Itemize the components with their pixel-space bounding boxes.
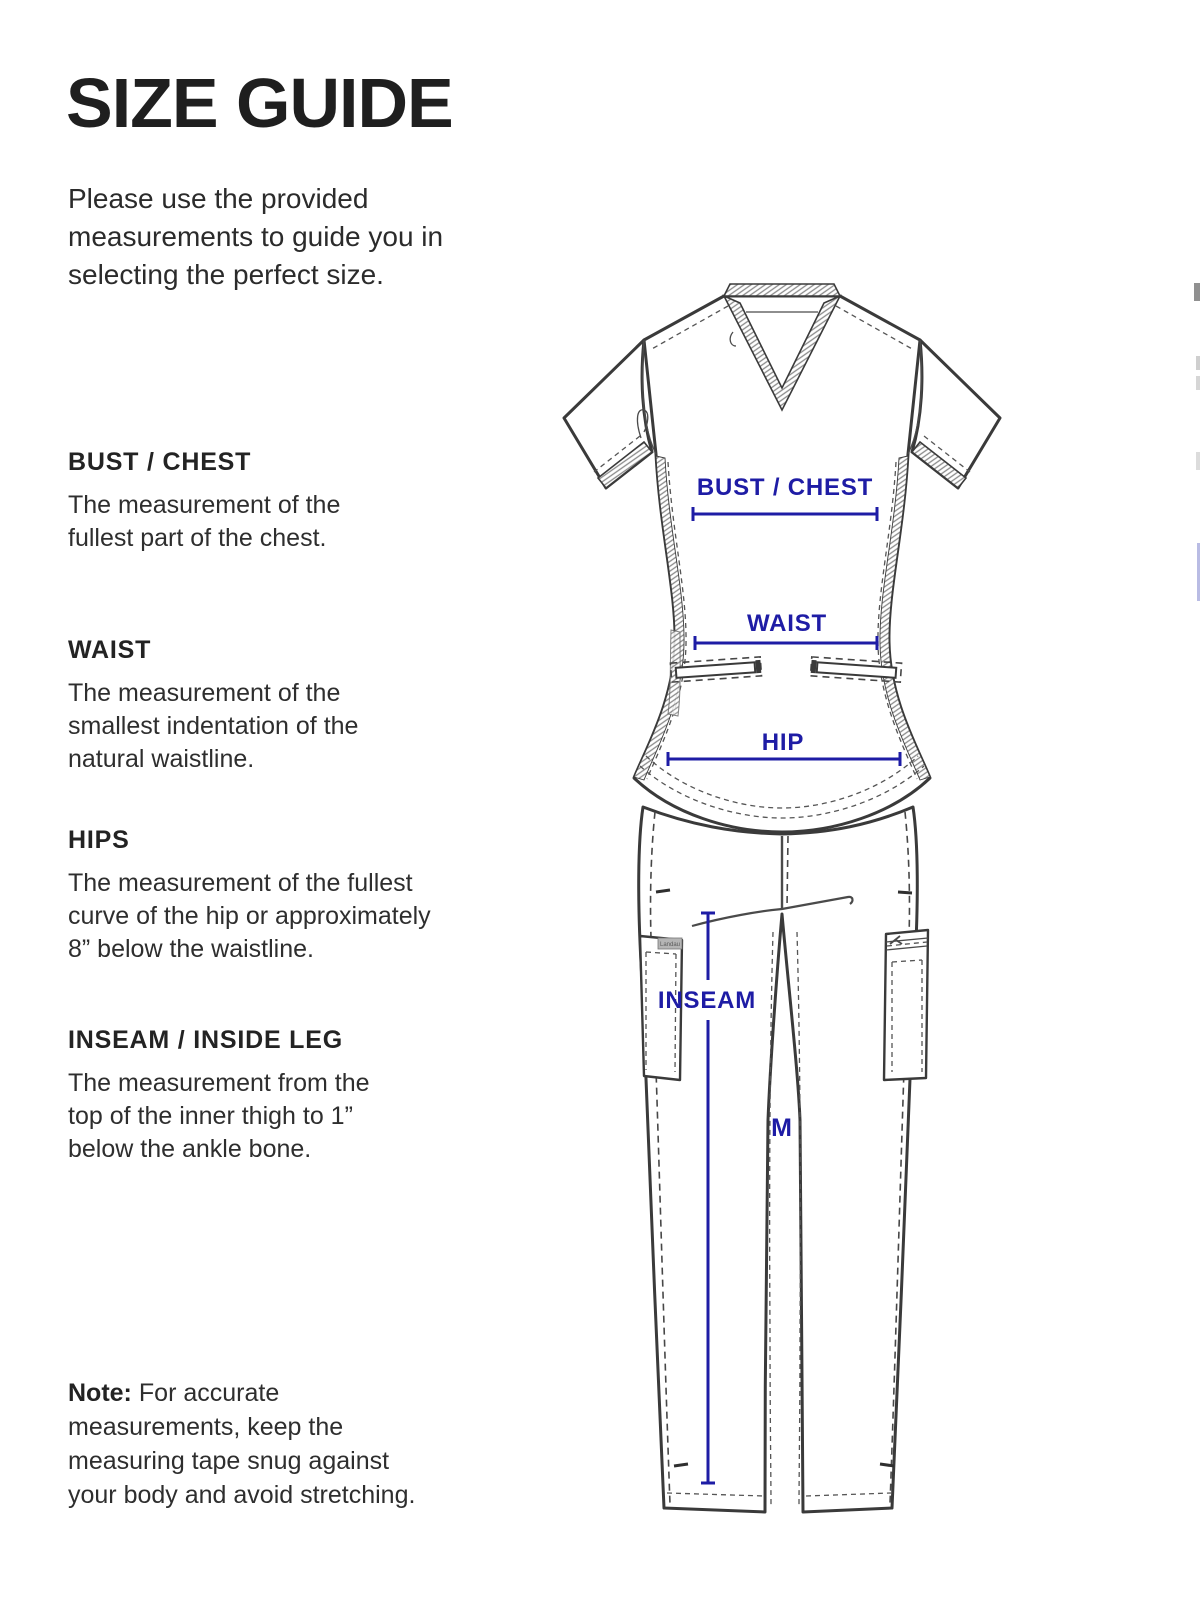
section-heading-bust: BUST / CHEST <box>68 448 252 476</box>
section-heading-hips: HIPS <box>68 826 130 854</box>
note-label: Note: <box>68 1379 132 1407</box>
scrub-pants-illustration <box>639 807 928 1512</box>
size-m-label: M <box>771 1114 793 1142</box>
note-text: For accurate measurements, keep the measuring tape snug against your body and avoid stretching. <box>68 1379 416 1509</box>
section-waist <box>68 636 403 776</box>
section-description-bust: The measurement of the fullest part of the chest. <box>68 491 341 552</box>
size-diagram <box>540 280 1010 1530</box>
collar-band-back <box>724 284 840 296</box>
section-description-hips: The measurement of the fullest curve of the hip or approximately 8” below the waistline. <box>68 869 431 963</box>
section-hips <box>68 826 453 966</box>
clipped-artwork-sliver <box>1196 376 1200 390</box>
section-description-inseam: The measurement from the top of the inner thigh to 1” below the ankle bone. <box>68 1069 370 1163</box>
section-inseam <box>68 1026 408 1166</box>
bartack-right <box>898 892 912 893</box>
page-title: SIZE GUIDE <box>66 64 453 142</box>
clipped-artwork-sliver <box>1194 283 1200 301</box>
clipped-artwork-sliver <box>1196 356 1200 370</box>
section-bust-chest <box>68 448 398 555</box>
section-description-waist: The measurement of the smallest indentation of the natural waistline. <box>68 679 359 773</box>
hem-vent-left <box>674 1464 688 1466</box>
section-heading-waist: WAIST <box>68 636 152 664</box>
inseam-label: INSEAM <box>657 987 757 1014</box>
measurement-note <box>68 1376 420 1512</box>
clipped-artwork-sliver <box>1196 452 1200 470</box>
bust-label: BUST / CHEST <box>696 474 874 501</box>
hem-vent-right <box>880 1464 894 1466</box>
hip-label: HIP <box>761 729 805 756</box>
bartack-left <box>656 890 670 892</box>
waist-label: WAIST <box>747 610 827 637</box>
intro-text: Please use the provided measurements to guide you in selecting the perfect size. <box>68 183 444 290</box>
section-heading-inseam: INSEAM / INSIDE LEG <box>68 1026 343 1054</box>
brand-tag-text: Landau <box>659 942 681 948</box>
cargo-pocket-right <box>884 930 928 1080</box>
